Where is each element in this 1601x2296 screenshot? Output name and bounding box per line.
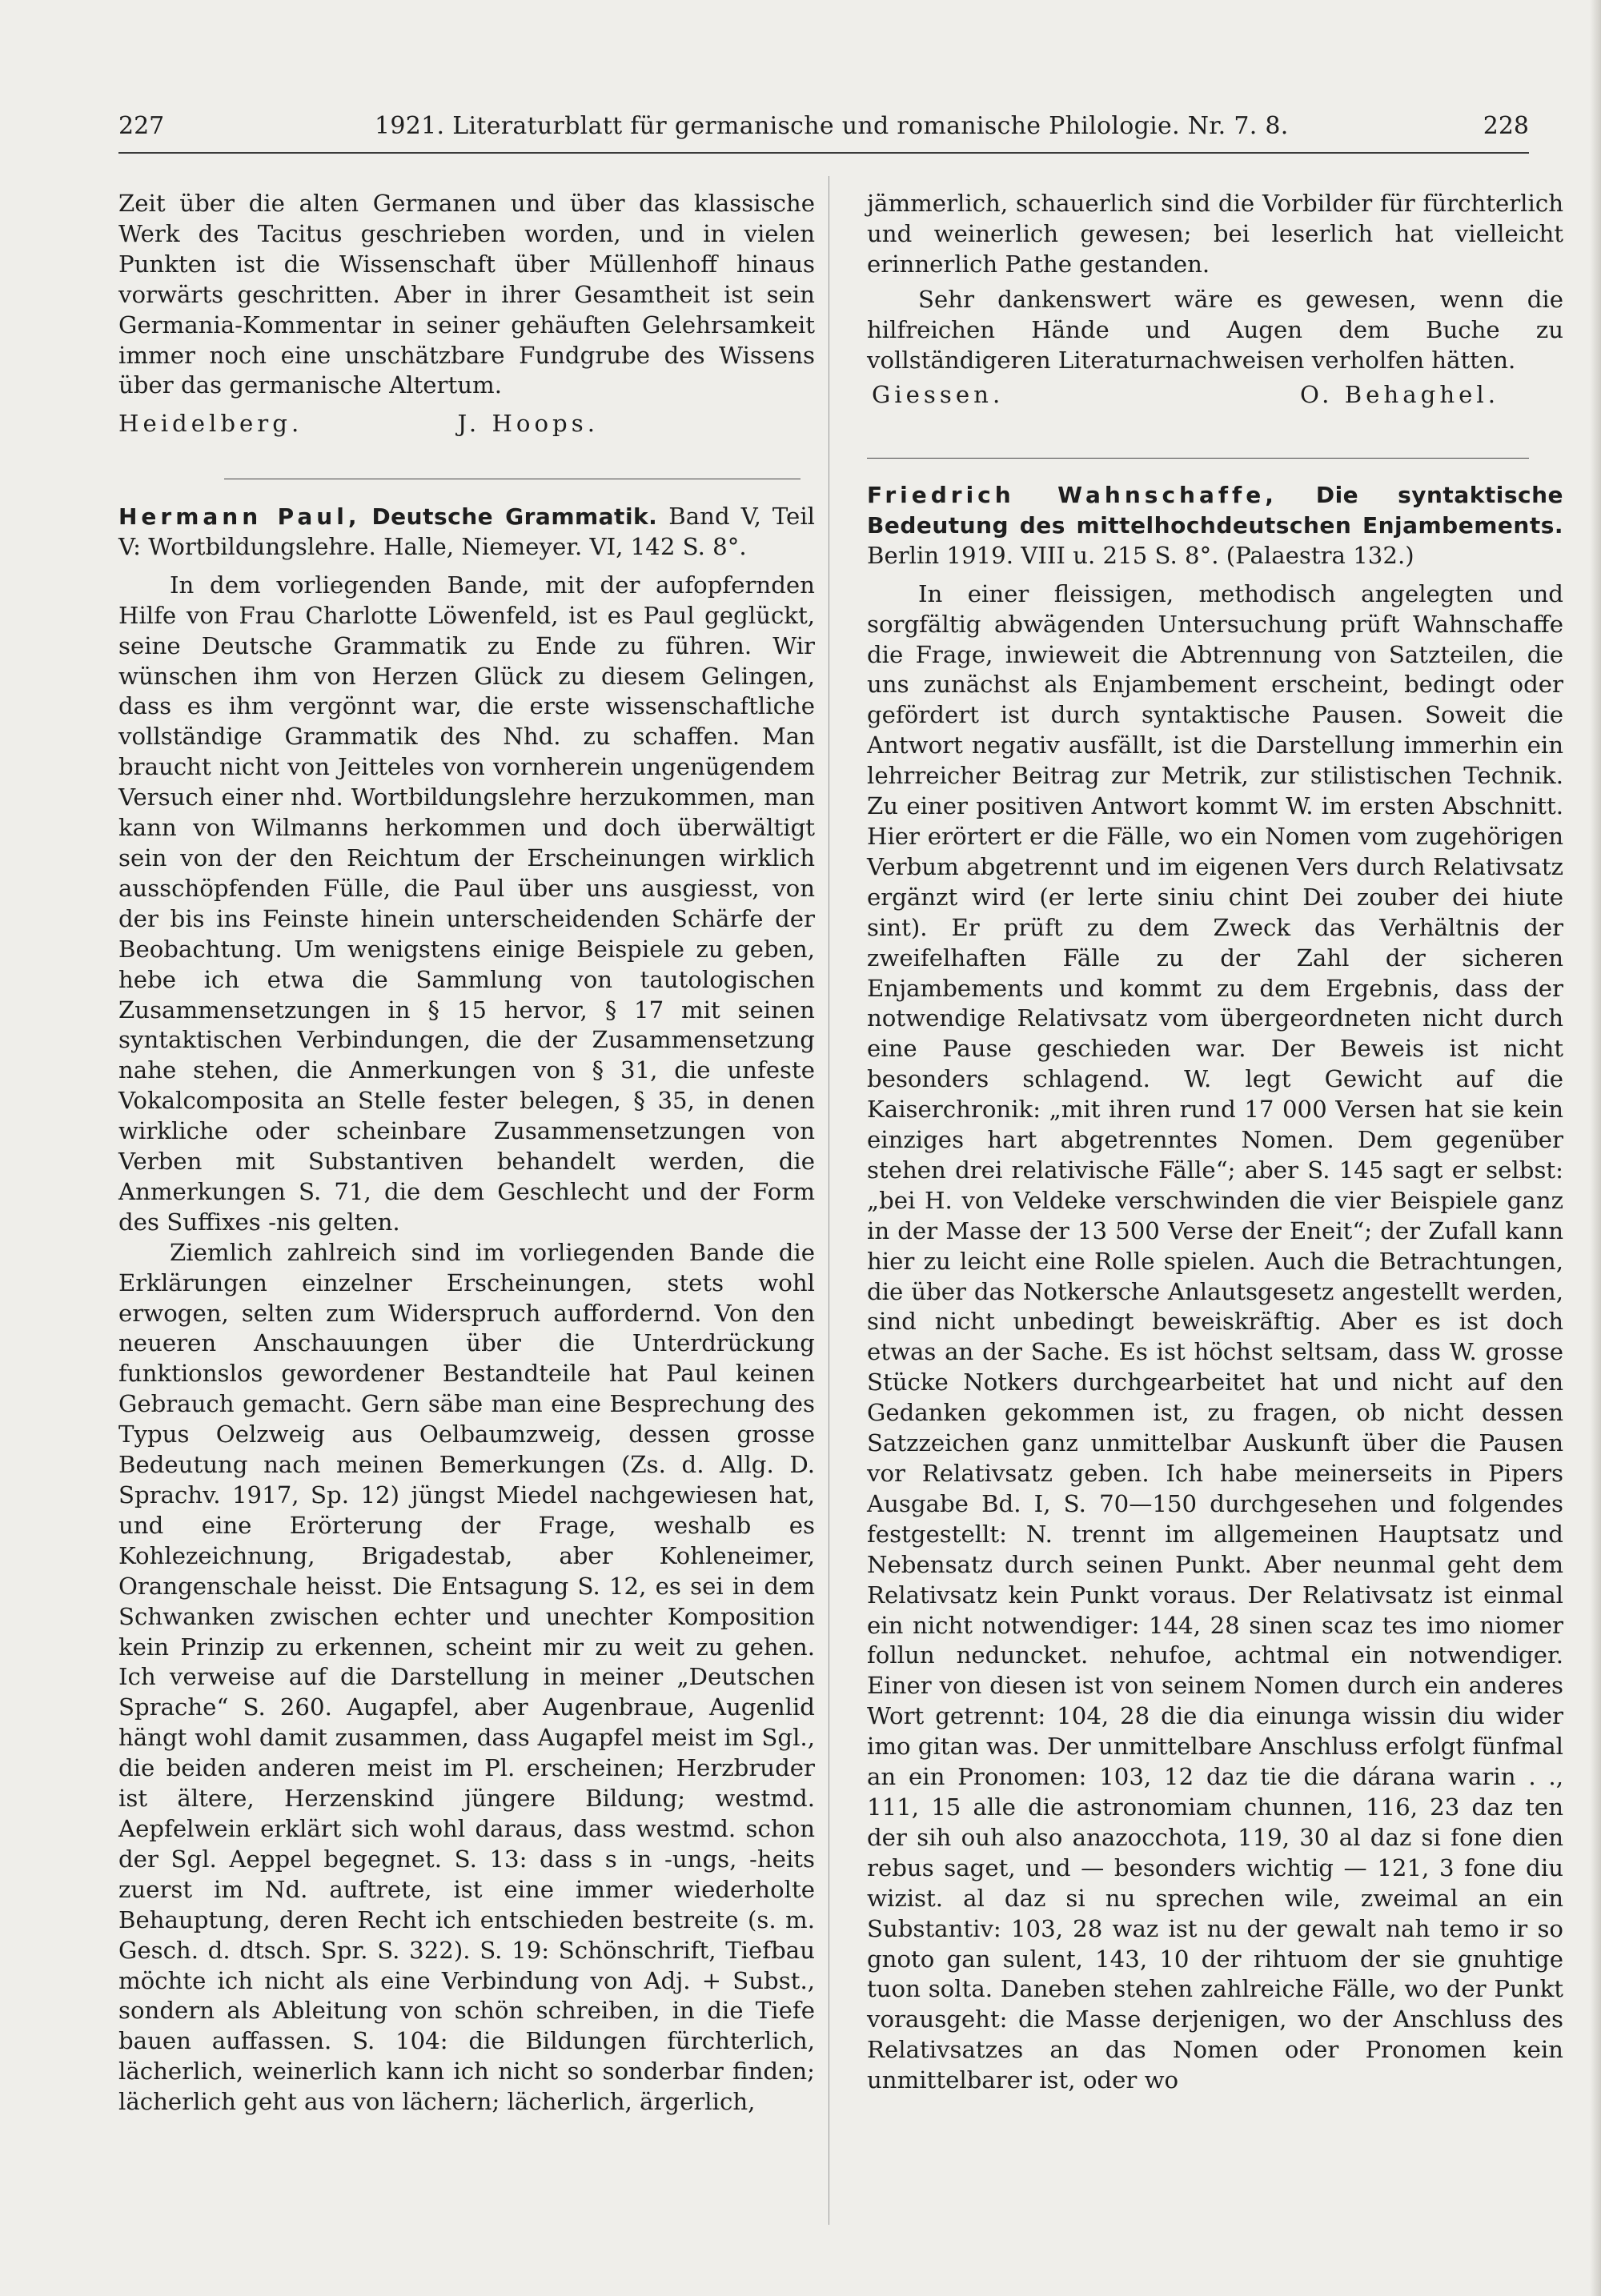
page-number-right: 228	[1483, 112, 1529, 140]
left-paragraph-3: Ziemlich zahlreich sind im vorliegenden Bande die Erklärungen einzelner Erscheinungen, stets wohl erwogen, selten zum Widerspruch auffordernd. Von den neueren Anschauungen über die Unterdrückung funktionslos gewordener Bestandteile hat Paul keinen Gebrauch gemacht. Gern säbe man eine Besprechung des Typus Oelzweig aus Oelbaumzweig, dessen grosse Bedeutung nach meinen Bemerkungen (Zs. d. Allg. D. Sprachv. 1917, Sp. 12) jüngst Miedel nachgewiesen hat, und eine Erörterung der Frage, weshalb es Kohlezeichnung, Brigadestab, aber Kohleneimer, Orangenschale heisst. Die Entsagung S. 12, es sei in dem Schwanken zwischen echter und unechter Komposition kein Prinzip zu erkennen, scheint mir zu weit zu gehen. Ich verweise auf die Darstellung in meiner „Deutschen Sprache“ S. 260. Augapfel, aber Augenbraue, Augenlid hängt wohl damit zusammen, dass Augapfel meist im Sgl., die beiden anderen meist im Pl. erscheinen; Herzbruder ist ältere, Herzenskind jüngere Bildung; westmd. Aepfelwein erklärt sich wohl daraus, dass westmd. schon der Sgl. Aeppel begegnet. S. 13: dass s in -ungs, -heits zuerst im Nd. auftrete, ist eine immer wiederholte Behauptung, deren Recht ich entschieden bestreite (s. m. Gesch. d. dtsch. Spr. S. 322). S. 19: Schönschrift, Tiefbau möchte ich nicht als eine Verbindung von Adj. + Subst., sondern als Ableitung von schön schreiben, in die Tiefe bauen auffassen. S. 104: die Bildungen fürchterlich, lächerlich, weinerlich kann ich nicht so sonderbar finden; lächerlich geht aus von lächern; lächerlich, ärgerlich,	[118, 1238, 815, 2116]
right-paragraph-1: jämmerlich, schauerlich sind die Vorbilder für fürchterlich und weinerlich gewesen; bei leserlich hat vielleicht erinnerlich Pathe gestanden.	[867, 190, 1563, 278]
review-heading-paul	[118, 502, 815, 563]
review-author: Friedrich Wahnschaffe,	[867, 482, 1278, 508]
right-paragraph-2: Sehr dankenswert wäre es gewesen, wenn die hilfreichen Hände und Augen dem Buche zu vollständigeren Literaturnachweisen verholfen hätten.	[867, 285, 1563, 374]
right-paragraph-3: In einer fleissigen, methodisch angelegten und sorgfältig abwägenden Untersuchung prüft Wahnschaffe die Frage, inwieweit die Abtrennung von Satzteilen, die uns zunächst als Enjambement erscheint, bedingt oder gefördert ist durch syntaktische Pausen. Soweit die Antwort negativ ausfällt, ist die Darstellung immerhin ein lehrreicher Beitrag zur Metrik, zur stilistischen Technik. Zu einer positiven Antwort kommt W. im ersten Abschnitt. Hier erörtert er die Fälle, wo ein Nomen vom zugehörigen Verbum abgetrennt und im eigenen Vers durch Relativsatz ergänzt wird (er lerte siniu chint Dei zouber dei hiute sint). Er prüft zu dem Zweck das Verhältnis der zweifelhaften Fälle zu der Zahl der sicheren Enjambements und kommt zu dem Ergebnis, dass der notwendige Relativsatz vom übergeordneten nicht durch eine Pause geschieden war. Der Beweis ist nicht besonders schlagend. W. legt Gewicht auf die Kaiserchronik: „mit ihren rund 17 000 Versen hat sie kein einziges hart abgetrenntes Nomen. Dem gegenüber stehen drei relativische Fälle“; aber S. 145 sagt er selbst: „bei H. von Veldeke verschwinden die vier Beispiele ganz in der Masse der 13 500 Verse der Eneit“; der Zufall kann hier zu leicht eine Rolle spielen. Auch die Betrachtungen, die über das Notkersche Anlautsgesetz angestellt werden, sind nicht unbedingt beweiskräftig. Aber es ist doch etwas an der Sache. Es ist höchst seltsam, dass W. grosse Stücke Notkers durchgearbeitet hat und nicht auf den Gedanken gekommen ist, zu fragen, ob nicht dessen Satzzeichen ganz unmittelbar Auskunft über die Pausen vor Relativsatz geben. Ich habe meinerseits in Pipers Ausgabe Bd. I, S. 70—150 durchgesehen und folgendes festgestellt: N. trennt im allgemeinen Hauptsatz und Nebensatz durch seinen Punkt. Aber neunmal geht dem Relativsatz kein Punkt voraus. Der Relativsatz ist einmal ein nicht notwendiger: 144, 28 sinen scaz tes imo niomer follun neduncket. nehufoe, achtmal ein notwendiger. Einer von diesen ist von seinem Nomen durch ein anderes Wort getrennt: 104, 28 die dia einunga wissin diu wider imo gitan was. Der unmittelbare Anschluss erfolgt fünfmal an ein Pronomen: 103, 12 daz tie die dárana warin . ., 111, 15 alle die astronomiam chunnen, 116, 23 daz ten der sih ouh also anazocchota, 119, 30 al daz si fone dien rebus saget, und — besonders wichtig — 121, 3 fone diu wizist. al daz si nu sprechen wile, zweimal an ein Substantiv: 103, 28 waz ist nu der gewalt nah temo ir so gnoto gan sulent, 143, 10 der rihtuom der sie gnuhtige tuon solta. Daneben stehen zahlreiche Fälle, wo der Punkt vorausgeht: die Masse derjenigen, wo der Anschluss des Relativsatzes an das Nomen oder Pronomen kein unmittelbarer ist, oder wo	[867, 579, 1563, 2094]
review-author: Hermann Paul,	[118, 503, 361, 530]
signature-behaghel	[867, 380, 1563, 411]
section-separator-right	[867, 458, 1529, 459]
review-biblio: Berlin 1919. VIII u. 215 S. 8°. (Palaestra 132.)	[867, 541, 1414, 569]
left-paragraph-1: Zeit über die alten Germanen und über das klassische Werk des Tacitus geschrieben worden, und in vielen Punkten ist die Wissenschaft über Müllenhoff hinaus vorwärts geschritten. Aber in ihrer Gesamtheit ist sein Germania-Kommentar in seiner gehäuften Gelehrsamkeit immer noch eine unschätzbare Fundgrube des Wissens über das germanische Altertum.	[118, 190, 815, 399]
left-column	[118, 189, 815, 439]
signature-place: Giessen.	[872, 381, 1005, 409]
review-title: Deutsche Grammatik.	[371, 503, 658, 530]
page-number-left: 227	[118, 112, 165, 140]
signature-name: O. Behaghel.	[1299, 381, 1499, 409]
review-biblio: Band V, Teil V: Wortbildungslehre. Halle, Niemeyer. VI, 142 S. 8°.	[118, 503, 815, 560]
signature-name: J. Hoops.	[457, 410, 599, 438]
right-column	[867, 189, 1563, 411]
review-heading-wahnschaffe	[867, 480, 1563, 571]
running-header	[118, 110, 1529, 150]
review-title: Die syntaktische Bedeutung des mittelhochdeutschen Enjambements.	[867, 482, 1563, 539]
header-rule	[118, 152, 1529, 154]
signature-hoops	[118, 409, 815, 439]
page-edge-shadow	[1590, 0, 1601, 2296]
right-column-review	[867, 480, 1563, 2096]
left-paragraph-2: In dem vorliegenden Bande, mit der aufopfernden Hilfe von Frau Charlotte Löwenfeld, ist es Paul geglückt, seine Deutsche Grammatik zu Ende zu führen. Wir wünschen ihm von Herzen Glück zu diesem Gelingen, dass es ihm vergönnt war, die erste wissenschaftliche vollständige Grammatik des Nhd. zu schaffen. Man braucht nicht von Jeitteles von vornherein ungenügendem Versuch einer nhd. Wortbildungslehre herzukommen, man kann von Wilmanns herkommen und doch überwältigt sein von der den Reichtum der Erscheinungen wirklich ausschöpfenden Fülle, die Paul über uns ausgiesst, von der bis ins Feinste hinein unterscheidenden Schärfe der Beobachtung. Um wenigstens einige Beispiele zu geben, hebe ich etwa die Sammlung von tautologischen Zusammensetzungen in § 15 hervor, § 17 mit seinen syntaktischen Verbindungen, die der Zusammensetzung nahe stehen, die Anmerkungen von § 31, die unfeste Vokalcomposita an Stelle fester belegen, § 35, in denen wirkliche oder scheinbare Zusammensetzungen von Verben mit Substantiven behandelt werden, die Anmerkungen S. 71, die dem Geschlecht und der Form des Suffixes -nis gelten.	[118, 571, 815, 1236]
journal-title: 1921. Literaturblatt für germanische und romanische Philologie. Nr. 7. 8.	[375, 112, 1289, 140]
signature-place: Heidelberg.	[118, 410, 303, 438]
left-column-review	[118, 502, 815, 2118]
